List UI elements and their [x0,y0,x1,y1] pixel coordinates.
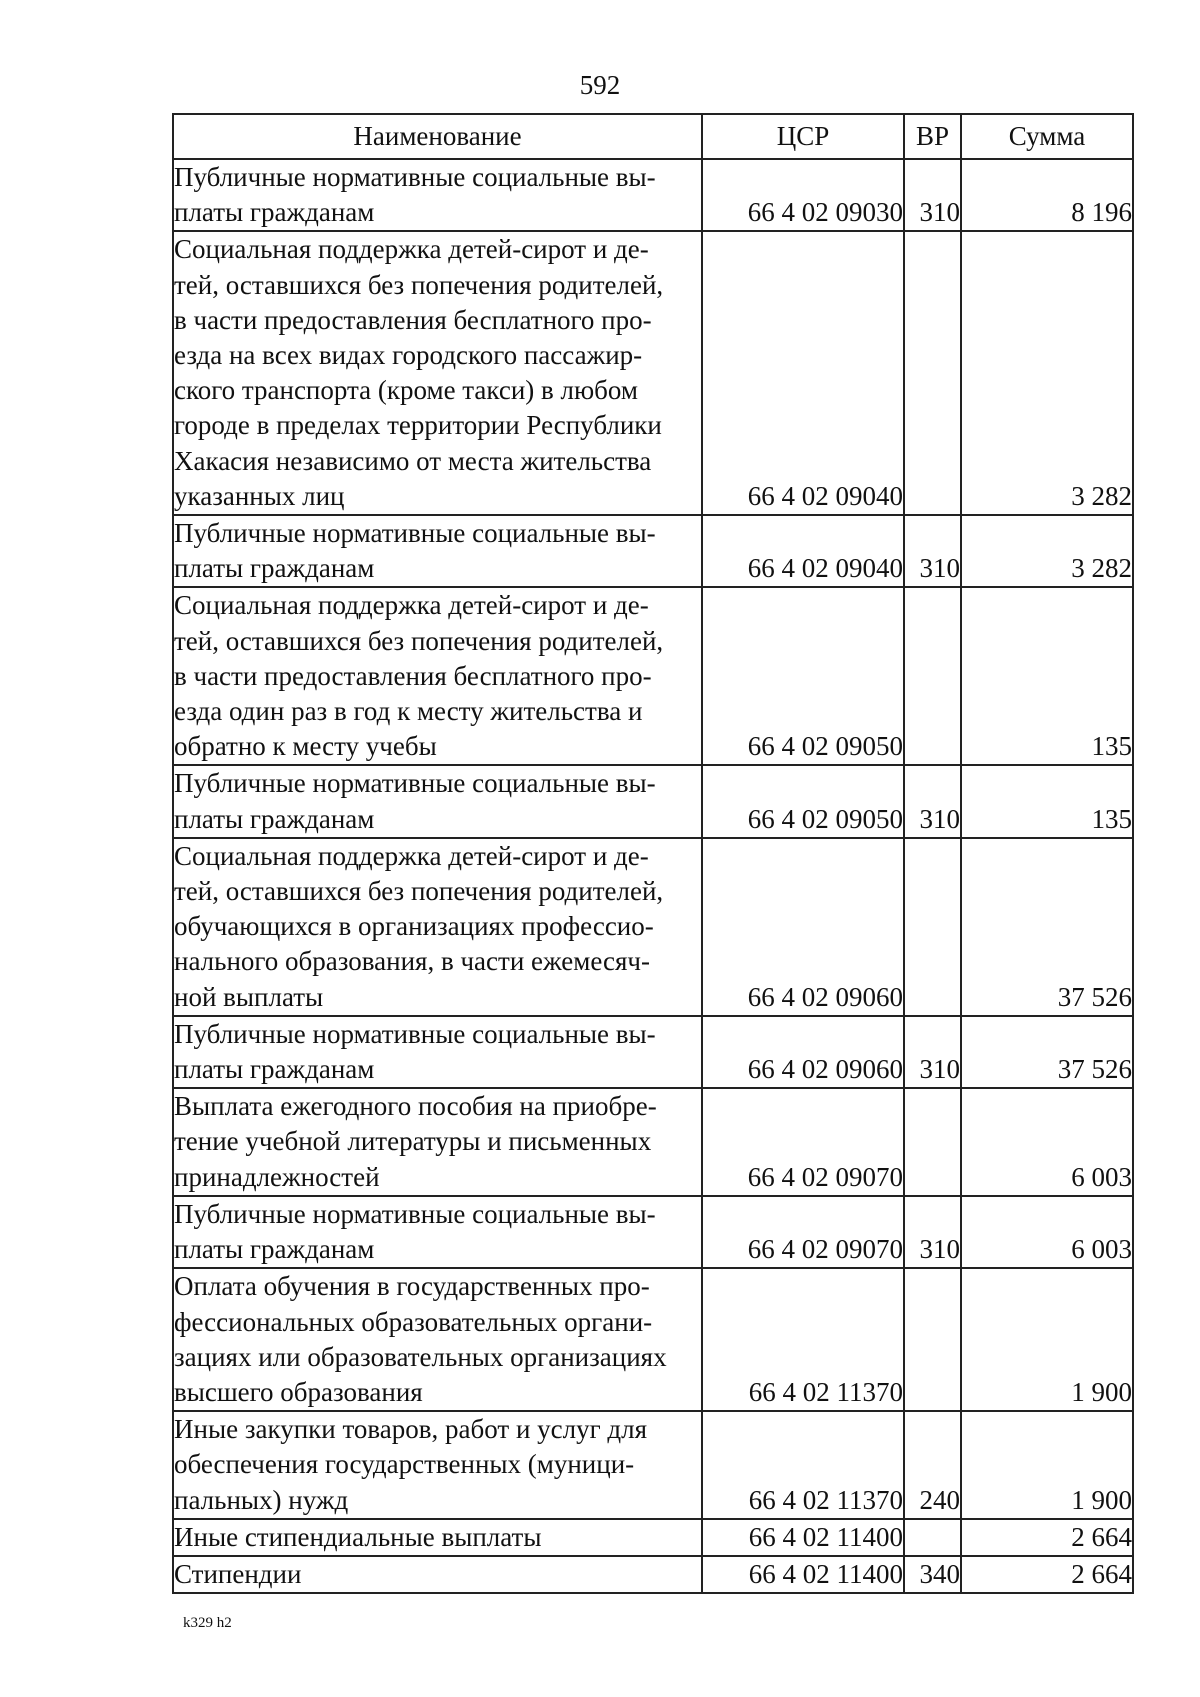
row-vr-cell [904,231,961,515]
row-vr-cell [904,1088,961,1196]
table-row [173,1196,1133,1268]
row-csr-cell: 66 4 02 09060 [702,838,904,1016]
row-sum-cell: 3 282 [961,231,1133,515]
table-row [173,231,1133,515]
row-vr-cell: 340 [904,1556,961,1593]
page-number: 592 [579,70,621,100]
row-vr-cell [904,838,961,1016]
row-name-cell: Оплата обучения в государственных про- фессиональных образовательных органи- зациях или образовательных организациях высшего образования [173,1268,702,1411]
row-vr-cell: 310 [904,159,961,231]
row-vr-cell: 310 [904,515,961,587]
header-row [173,114,1133,159]
table-row [173,1088,1133,1196]
row-vr-cell: 310 [904,1196,961,1268]
row-sum-cell: 6 003 [961,1196,1133,1268]
row-name-cell: Публичные нормативные социальные вы- платы гражданам [173,1016,702,1088]
row-csr-cell: 66 4 02 09030 [702,159,904,231]
row-csr-cell: 66 4 02 11400 [702,1519,904,1556]
row-sum-cell: 2 664 [961,1519,1133,1556]
column-header-csr: ЦСР [702,114,904,159]
table-row [173,765,1133,837]
row-csr-cell: 66 4 02 09050 [702,765,904,837]
document-code: k329 h2 [183,1615,232,1631]
row-vr-cell: 310 [904,765,961,837]
row-name-cell: Публичные нормативные социальные вы- платы гражданам [173,765,702,837]
row-vr-cell: 310 [904,1016,961,1088]
row-csr-cell: 66 4 02 09050 [702,587,904,765]
table-body [173,159,1133,1593]
row-name-cell: Иные стипендиальные выплаты [173,1519,702,1556]
row-name-cell: Выплата ежегодного пособия на приобре- тение учебной литературы и письменных принадлежностей [173,1088,702,1196]
row-csr-cell: 66 4 02 09040 [702,231,904,515]
row-name-cell: Публичные нормативные социальные вы- платы гражданам [173,1196,702,1268]
row-name-cell: Социальная поддержка детей-сирот и де- тей, оставшихся без попечения родителей, в части предоставления бесплатного про- езда на всех видах городского пассажир- ского транспорта (кроме такси) в любом городе в пределах территории Республики Хакасия независимо от места жительства указанных лиц [173,231,702,515]
row-csr-cell: 66 4 02 09070 [702,1196,904,1268]
table-row [173,587,1133,765]
row-sum-cell: 37 526 [961,838,1133,1016]
row-vr-cell [904,1519,961,1556]
table-header [173,114,1133,159]
table-row [173,159,1133,231]
row-sum-cell: 135 [961,587,1133,765]
row-name-cell: Социальная поддержка детей-сирот и де- тей, оставшихся без попечения родителей, в части предоставления бесплатного про- езда один раз в год к месту жительства и обратно к месту учебы [173,587,702,765]
table-row [173,838,1133,1016]
row-vr-cell [904,1268,961,1411]
row-csr-cell: 66 4 02 11370 [702,1268,904,1411]
row-csr-cell: 66 4 02 11370 [702,1411,904,1519]
row-sum-cell: 135 [961,765,1133,837]
row-vr-cell: 240 [904,1411,961,1519]
table-row [173,1411,1133,1519]
row-sum-cell: 1 900 [961,1268,1133,1411]
row-name-cell: Публичные нормативные социальные вы- платы гражданам [173,515,702,587]
row-sum-cell: 6 003 [961,1088,1133,1196]
column-header-name: Наименование [173,114,702,159]
row-csr-cell: 66 4 02 09060 [702,1016,904,1088]
table-row [173,1519,1133,1556]
row-csr-cell: 66 4 02 09070 [702,1088,904,1196]
row-csr-cell: 66 4 02 11400 [702,1556,904,1593]
row-vr-cell [904,587,961,765]
column-header-sum: Сумма [961,114,1133,159]
budget-table [172,113,1134,1594]
table-row [173,515,1133,587]
row-name-cell: Иные закупки товаров, работ и услуг для обеспечения государственных (муници- пальных) нужд [173,1411,702,1519]
row-sum-cell: 3 282 [961,515,1133,587]
row-sum-cell: 2 664 [961,1556,1133,1593]
row-name-cell: Публичные нормативные социальные вы- платы гражданам [173,159,702,231]
table-row [173,1016,1133,1088]
row-sum-cell: 37 526 [961,1016,1133,1088]
table-row [173,1268,1133,1411]
row-sum-cell: 8 196 [961,159,1133,231]
column-header-vr: ВР [904,114,961,159]
row-sum-cell: 1 900 [961,1411,1133,1519]
row-csr-cell: 66 4 02 09040 [702,515,904,587]
row-name-cell: Стипендии [173,1556,702,1593]
table-row [173,1556,1133,1593]
row-name-cell: Социальная поддержка детей-сирот и де- тей, оставшихся без попечения родителей, обучающихся в организациях профессио- нального образования, в части ежемесяч- ной выплаты [173,838,702,1016]
